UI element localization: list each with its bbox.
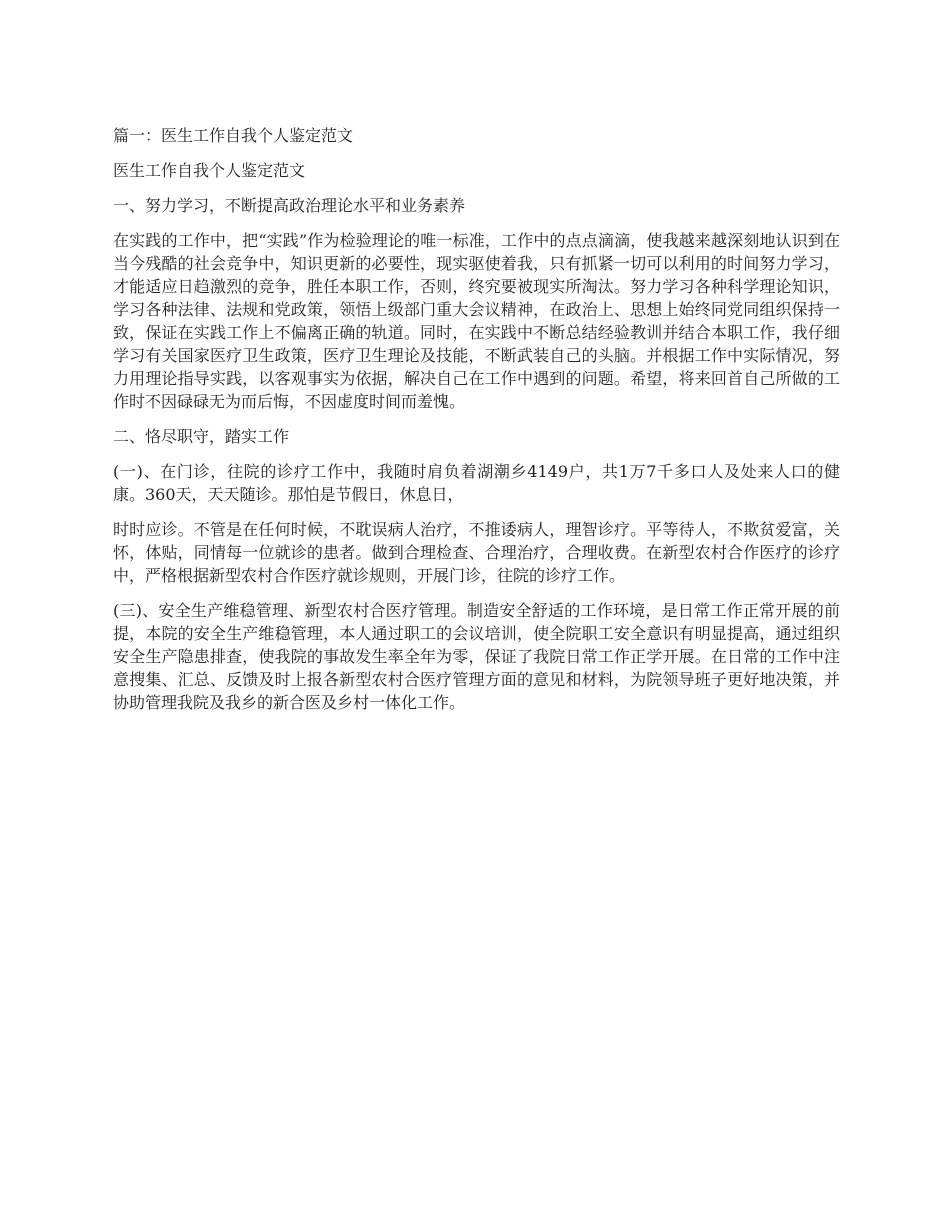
document-subtitle: 医生工作自我个人鉴定范文	[113, 161, 306, 180]
document-title: 篇一：医生工作自我个人鉴定范文	[113, 126, 354, 145]
section-heading-2: 二、恪尽职守，踏实工作	[113, 427, 290, 446]
section-paragraph-2b: 时时应诊。不管是在任何时候，不耽误病人治疗，不推诿病人，理智诊疗。平等待人，不欺贫爱富，关怀，体贴，同情每一位就诊的患者。做到合理检查、合理治疗，合理收费。在新型农村合作医疗的诊疗中，严格根据新型农村合作医疗就诊规则，开展门诊，往院的诊疗工作。	[113, 520, 840, 585]
section-heading-1: 一、努力学习，不断提高政治理论水平和业务素养	[113, 196, 466, 215]
section-paragraph-2c: (三)、安全生产维稳管理、新型农村合医疗管理。制造安全舒适的工作环境，是日常工作正常开展的前提，本院的安全生产维稳管理，本人通过职工的会议培训，使全院职工安全意识有明显提高，通过组织安全生产隐患排查，使我院的事故发生率全年为零，保证了我院日常工作正学开展。在日常的工作中注意搜集、汇总、反馈及时上报各新型农村合医疗管理方面的意见和材料，为院领导班子更好地决策，并协助管理我院及我乡的新合医及乡村一体化工作。	[113, 601, 840, 712]
section-paragraph-1: 在实践的工作中，把“实践”作为检验理论的唯一标准，工作中的点点滴滴，使我越来越深刻地认识到在当今残酷的社会竞争中，知识更新的必要性，现实驱使着我，只有抓紧一切可以利用的时间努力学习，才能适应日趋激烈的竞争，胜任本职工作，否则，终究要被现实所淘汰。努力学习各种科学理论知识，学习各种法律、法规和党政策，领悟上级部门重大会议精神，在政治上、思想上始终同党同组织保持一致，保证在实践工作上不偏离正确的轨道。同时，在实践中不断总结经验教训并结合本职工作，我仔细学习有关国家医疗卫生政策，医疗卫生理论及技能，不断武装自己的头脑。并根据工作中实际情况，努力用理论指导实践，以客观事实为依据，解决自己在工作中遇到的问题。希望，将来回首自己所做的工作时不因碌碌无为而后悔，不因虚度时间而羞愧。	[113, 231, 840, 411]
document-body	[113, 124, 840, 726]
section-paragraph-2a: (一)、在门诊，往院的诊疗工作中，我随时肩负着湖潮乡4149户，共1万7千多口人及处来人口的健康。360天，天天随诊。那怕是节假日，休息日，	[113, 462, 840, 504]
